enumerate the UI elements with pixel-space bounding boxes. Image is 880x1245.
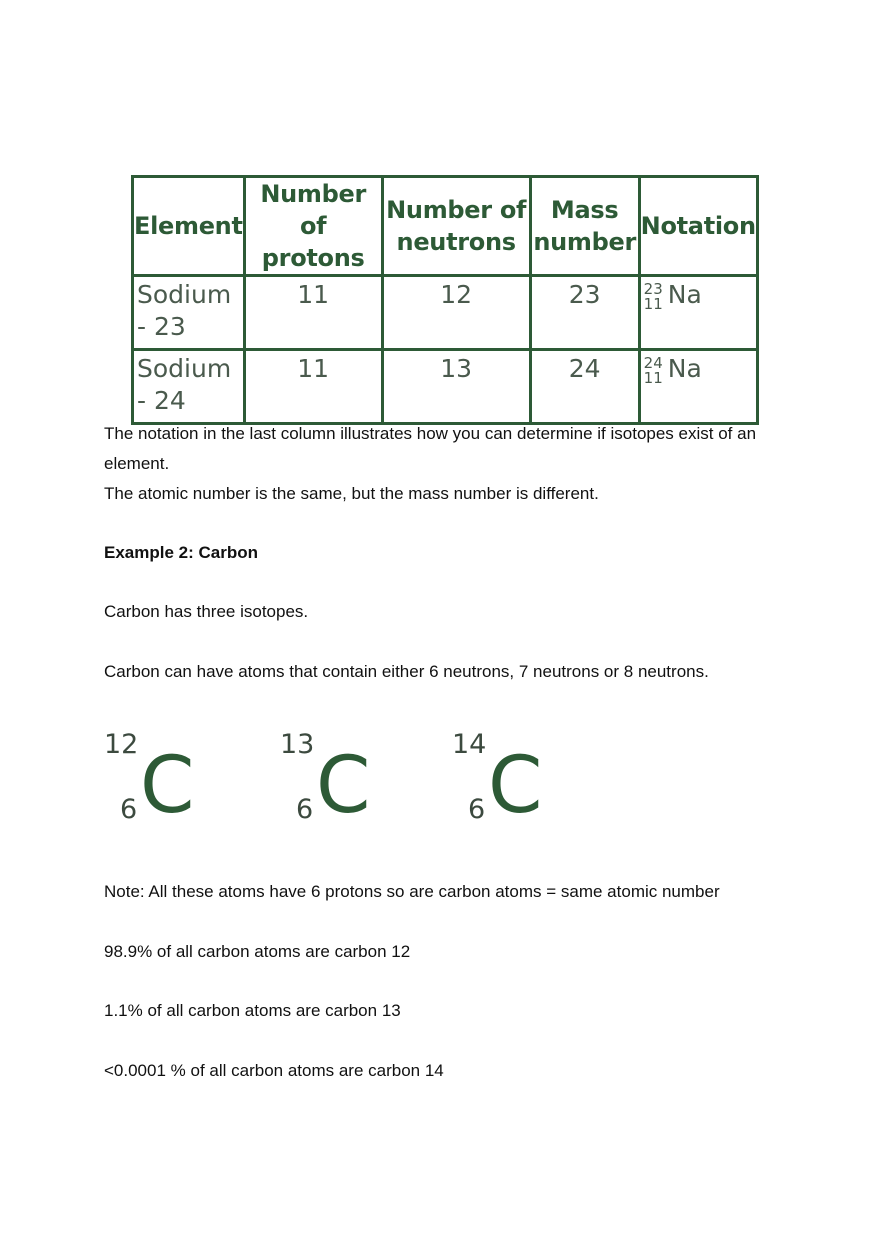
mass-number-cell: 23 bbox=[530, 276, 639, 350]
carbon-13-notation bbox=[280, 730, 390, 830]
notation-cell bbox=[639, 276, 757, 350]
element-cell: Sodium - 23 bbox=[133, 276, 245, 350]
isotope-mass-number: 12 bbox=[104, 729, 139, 760]
isotope-atomic-number: 6 bbox=[120, 794, 138, 825]
table-header-row bbox=[133, 177, 758, 276]
notation-symbol: Na bbox=[667, 280, 702, 309]
notation-numbers bbox=[644, 282, 663, 312]
header-neutrons: Number of neutrons bbox=[382, 177, 530, 276]
isotope-table bbox=[131, 175, 759, 425]
protons-cell: 11 bbox=[244, 276, 382, 350]
carbon-neutrons-text: Carbon can have atoms that contain either 6 neutrons, 7 neutrons or 8 neutrons. bbox=[104, 662, 709, 681]
notation-atomic: 11 bbox=[643, 369, 663, 387]
carbon-13-percent: 1.1% of all carbon atoms are carbon 13 bbox=[104, 1001, 401, 1020]
mass-number-cell: 24 bbox=[530, 350, 639, 424]
carbon-14-percent: <0.0001 % of all carbon atoms are carbon 14 bbox=[104, 1061, 444, 1080]
header-element: Element bbox=[133, 177, 245, 276]
notation-atomic: 11 bbox=[643, 295, 663, 313]
carbon-three-text: Carbon has three isotopes. bbox=[104, 602, 309, 621]
isotope-symbol: C bbox=[316, 741, 371, 831]
carbon-12-percent: 98.9% of all carbon atoms are carbon 12 bbox=[104, 942, 411, 961]
table-row bbox=[133, 276, 758, 350]
isotope-symbol: C bbox=[140, 741, 195, 831]
note-text: Note: All these atoms have 6 protons so are carbon atoms = same atomic number bbox=[104, 882, 720, 901]
notation-symbol: Na bbox=[667, 354, 702, 383]
element-cell: Sodium - 24 bbox=[133, 350, 245, 424]
notation-explanation: The notation in the last column illustrates how you can determine if isotopes exist of an element. The atomic number is the same, but the mass number is different. bbox=[104, 424, 757, 503]
header-protons: Number of protons bbox=[244, 177, 382, 276]
carbon-12-notation bbox=[104, 730, 214, 830]
isotope-atomic-number: 6 bbox=[468, 794, 486, 825]
header-notation: Notation bbox=[639, 177, 757, 276]
notation-cell bbox=[639, 350, 757, 424]
carbon-14-notation bbox=[452, 730, 562, 830]
example-heading: Example 2: Carbon bbox=[104, 543, 258, 562]
table-row bbox=[133, 350, 758, 424]
neutrons-cell: 12 bbox=[382, 276, 530, 350]
isotope-symbol: C bbox=[488, 741, 543, 831]
notation-mass: 23 bbox=[643, 280, 663, 298]
notation-mass: 24 bbox=[643, 354, 663, 372]
isotope-mass-number: 14 bbox=[452, 729, 487, 760]
header-mass-number: Mass number bbox=[530, 177, 639, 276]
neutrons-cell: 13 bbox=[382, 350, 530, 424]
isotope-atomic-number: 6 bbox=[296, 794, 314, 825]
isotope-mass-number: 13 bbox=[280, 729, 315, 760]
protons-cell: 11 bbox=[244, 350, 382, 424]
notation-numbers bbox=[644, 356, 663, 386]
